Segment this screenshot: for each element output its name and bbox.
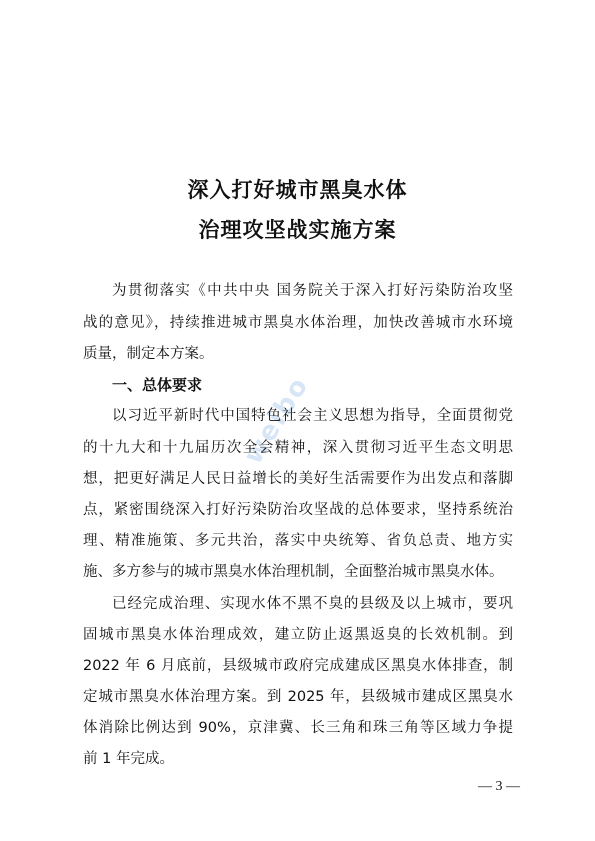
paragraph-line: 固城市黑臭水体治理成效，建立防止返黑返臭的长效机制。到 bbox=[83, 627, 513, 643]
intro-line: 为贯彻落实《中共中央 国务院关于深入打好污染防治攻坚 bbox=[112, 283, 513, 299]
paragraph-line: 点，紧密围绕深入打好污染防治攻坚战的总体要求，坚持系统治 bbox=[83, 502, 513, 518]
paragraph-line: 体消除比例达到 90%，京津冀、长三角和珠三角等区域力争提 bbox=[83, 720, 513, 736]
document-title-line-1: 深入打好城市黑臭水体 bbox=[187, 177, 408, 202]
paragraph-line: 2022 年 6 月底前，县级城市政府完成建成区黑臭水体排查，制 bbox=[83, 658, 513, 674]
document-title-line-2: 治理攻坚战实施方案 bbox=[198, 217, 397, 242]
paragraph-line: 定城市黑臭水体治理方案。到 2025 年，县级城市建成区黑臭水 bbox=[83, 689, 513, 705]
section-heading: 一、总体要求 bbox=[112, 376, 203, 394]
paragraph-line: 已经完成治理、实现水体不黑不臭的县级及以上城市，要巩 bbox=[112, 596, 513, 612]
intro-line: 战的意见》，持续推进城市黑臭水体治理，加快改善城市水环境 bbox=[83, 315, 513, 331]
page-number: — 3 — bbox=[478, 779, 520, 794]
watermark: weibo bbox=[238, 371, 316, 470]
paragraph-line: 施、多方参与的城市黑臭水体治理机制，全面整治城市黑臭水体。 bbox=[83, 564, 504, 580]
paragraph-line: 的十九大和十九届历次全会精神，深入贯彻习近平生态文明思 bbox=[83, 440, 513, 456]
paragraph-line: 以习近平新时代中国特色社会主义思想为指导，全面贯彻党 bbox=[112, 408, 513, 424]
intro-line: 质量，制定本方案。 bbox=[83, 346, 214, 362]
paragraph-line: 理、精准施策、多元共治，落实中央统筹、省负总责、地方实 bbox=[83, 533, 513, 549]
paragraph-line: 想，把更好满足人民日益增长的美好生活需要作为出发点和落脚 bbox=[83, 471, 513, 487]
paragraph-line: 前 1 年完成。 bbox=[83, 751, 174, 767]
